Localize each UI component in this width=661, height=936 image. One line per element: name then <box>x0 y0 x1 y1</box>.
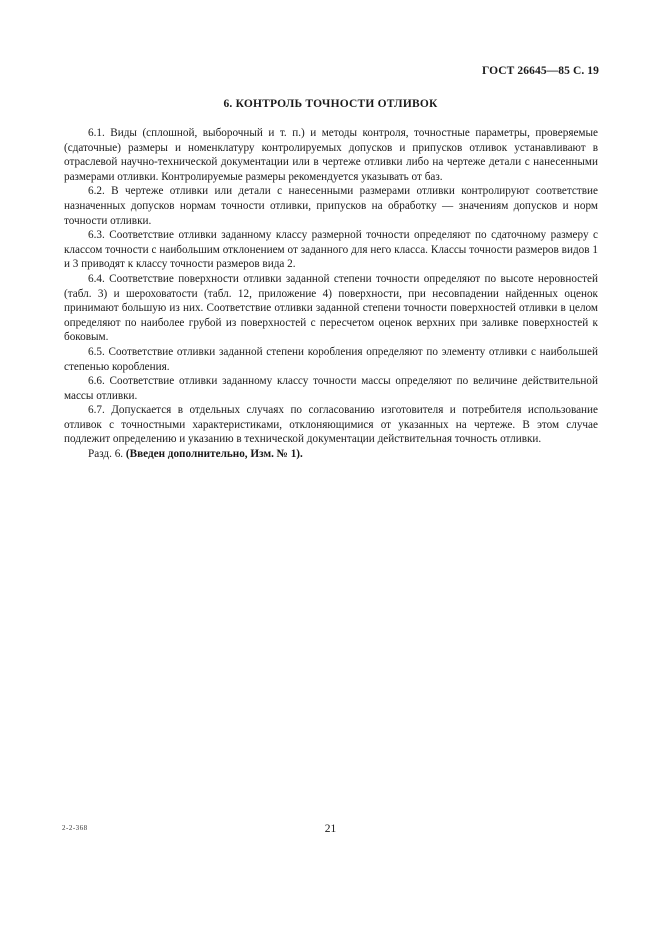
section-body <box>64 126 598 462</box>
paragraph-6-4: 6.4. Соответствие поверхности отливки заданной степени точности определяют по высоте неровностей (табл. 3) и шероховатости (табл. 12, приложение 4) поверхности, при несовпадении найденных оценок принимают большую из них. Соответствие отливки заданной степени точности поверхностей отливки в целом определяют по наиболее грубой из поверхностей с пересчетом оценок верхних при заливке поверхностей к боковым. <box>64 272 598 344</box>
section-title: 6. КОНТРОЛЬ ТОЧНОСТИ ОТЛИВОК <box>223 98 438 110</box>
paragraph-6-6: 6.6. Соответствие отливки заданному классу точности массы определяют по величине действительной массы отливки. <box>64 375 598 402</box>
page-number: 21 <box>324 823 337 835</box>
amendment-note-emphasis: (Введен дополнительно, Изм. № 1). <box>125 448 303 461</box>
amendment-note <box>64 447 598 462</box>
paragraph-6-7: 6.7. Допускается в отдельных случаях по согласованию изготовителя и потребителя использование отливок с точностными характеристиками, отклоняющимися от указанных на чертеже. В этом случае подлежит определению и указанию в технической документации действительная точность отливки. <box>64 404 598 446</box>
paragraph-6-2: 6.2. В чертеже отливки или детали с нанесенными размерами отливки контролируют соответствие назначенных допусков нормам точности отливки, припусков на обработку — значениям допусков и норм точности отливки. <box>64 185 598 227</box>
paragraph-6-1: 6.1. Виды (сплошной, выборочный и т. п.) и методы контроля, точностные параметры, проверяемые (сдаточные) размеры и номенклатуру контролируемых допусков и припусков отливок устанавливают в отраслевой научно-технической документации или в чертеже отливки либо на чертеже детали с нанесенными размерами отливки. Контролируемые размеры рекомендуется указывать от баз. <box>64 127 598 183</box>
paragraph-6-5: 6.5. Соответствие отливки заданной степени коробления определяют по элементу отливки с наибольшей степенью коробления. <box>64 345 598 373</box>
amendment-note-prefix: Разд. 6. <box>88 448 124 461</box>
print-mark: 2-2-368 <box>62 824 88 832</box>
paragraph-6-3: 6.3. Соответствие отливки заданному классу размерной точности определяют по сдаточному размеру с классом точности с наибольшим отклонением от заданного для него класса. Классы точности размеров видов 1 и 3 приводят к классу точности размеров вида 2. <box>64 229 598 271</box>
page-header-standard-ref: ГОСТ 26645—85 С. 19 <box>481 65 599 77</box>
